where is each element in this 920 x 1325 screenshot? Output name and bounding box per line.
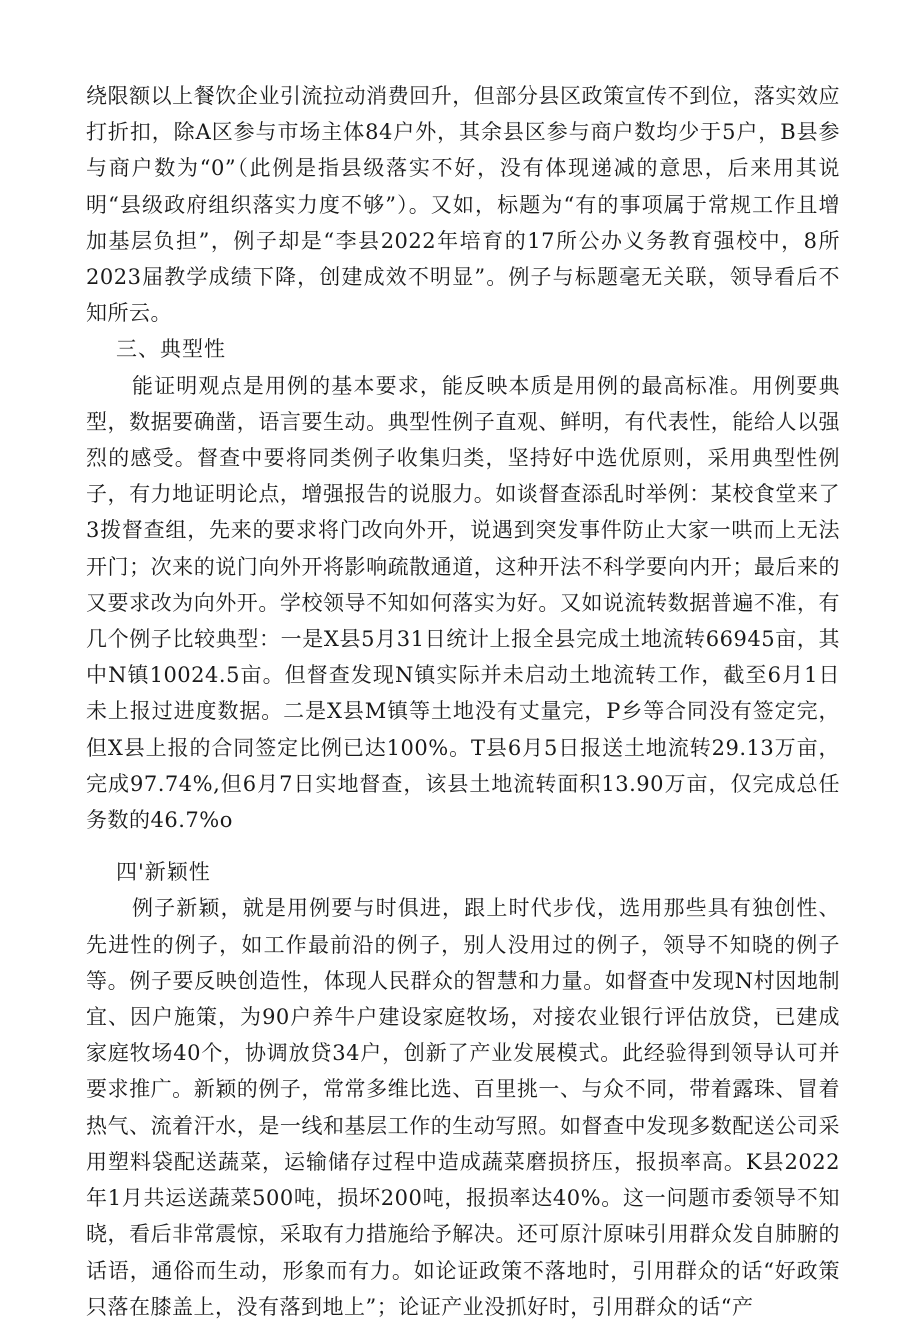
paragraph-novelty: 例子新颖，就是用例要与时俱进，跟上时代步伐，选用那些具有独创性、先进性的例子，如工作最前沿的例子，别人没用过的例子，领导不知晓的例子等。例子要反映创造性，体现人民群众的智慧和力量。如督查中发现N村因地制宜、因户施策，为90户养牛户建设家庭牧场，对接农业银行评估放贷，已建成家庭牧场40个，协调放贷34户，创新了产业发展模式。此经验得到领导认可并要求推广。新颖的例子，常常多维比选、百里挑一、与众不同，带着露珠、冒着热气、流着汗水，是一线和基层工作的生动写照。如督查中发现多数配送公司采用塑料袋配送蔬菜，运输储存过程中造成蔬菜磨损挤压，报损率高。K县2022年1月共运送蔬菜500吨，损坏200吨，报损率达40%。这一问题市委领导不知晓，看后非常震惊，采取有力措施给予解决。还可原汁原味引用群众发自肺腑的话语，通俗而生动，形象而有力。如论证政策不落地时，引用群众的话“好政策只落在膝盖上，没有落到地上”；论证产业没抓好时，引用群众的话“产	[86, 896, 840, 1319]
paragraph-continued: 绕限额以上餐饮企业引流拉动消费回升，但部分县区政策宣传不到位，落实效应打折扣，除A区参与市场主体84户外，其余县区参与商户数均少于5户，B县参与商户数为“0”（此例是指县级落实不好，没有体现递减的意思，后来用其说明“县级政府组织落实力度不够”）。又如，标题为“有的事项属于常规工作且增加基层负担”，例子却是“李县2022年培育的17所公办义务教育强校中，8所2023届教学成绩下降，创建成效不明显”。例子与标题毫无关联，领导看后不知所云。	[86, 84, 840, 326]
document-page	[86, 78, 840, 1325]
section-heading-typicality: 三、典型性	[116, 337, 226, 362]
section-heading-novelty: 四'新颖性	[116, 860, 211, 885]
paragraph-typicality: 能证明观点是用例的基本要求，能反映本质是用例的最高标准。用例要典型，数据要确凿，语言要生动。典型性例子直观、鲜明，有代表性，能给人以强烈的感受。督查中要将同类例子收集归类，坚持好中选优原则，采用典型性例子，有力地证明论点，增强报告的说服力。如谈督查添乱时举例：某校食堂来了3拨督查组，先来的要求将门改向外开，说遇到突发事件防止大家一哄而上无法开门；次来的说门向外开将影响疏散通道，这种开法不科学要向内开；最后来的又要求改为向外开。学校领导不知如何落实为好。又如说流转数据普遍不准，有几个例子比较典型：一是X县5月31日统计上报全县完成土地流转66945亩，其中N镇10024.5亩。但督查发现N镇实际并未启动土地流转工作，截至6月1日未上报过进度数据。二是X县M镇等土地没有丈量完，P乡等合同没有签定完，但X县上报的合同签定比例已达100%。T县6月5日报送土地流转29.13万亩，完成97.74%,但6月7日实地督查，该县土地流转面积13.90万亩，仅完成总任务数的46.7%o	[86, 373, 840, 833]
